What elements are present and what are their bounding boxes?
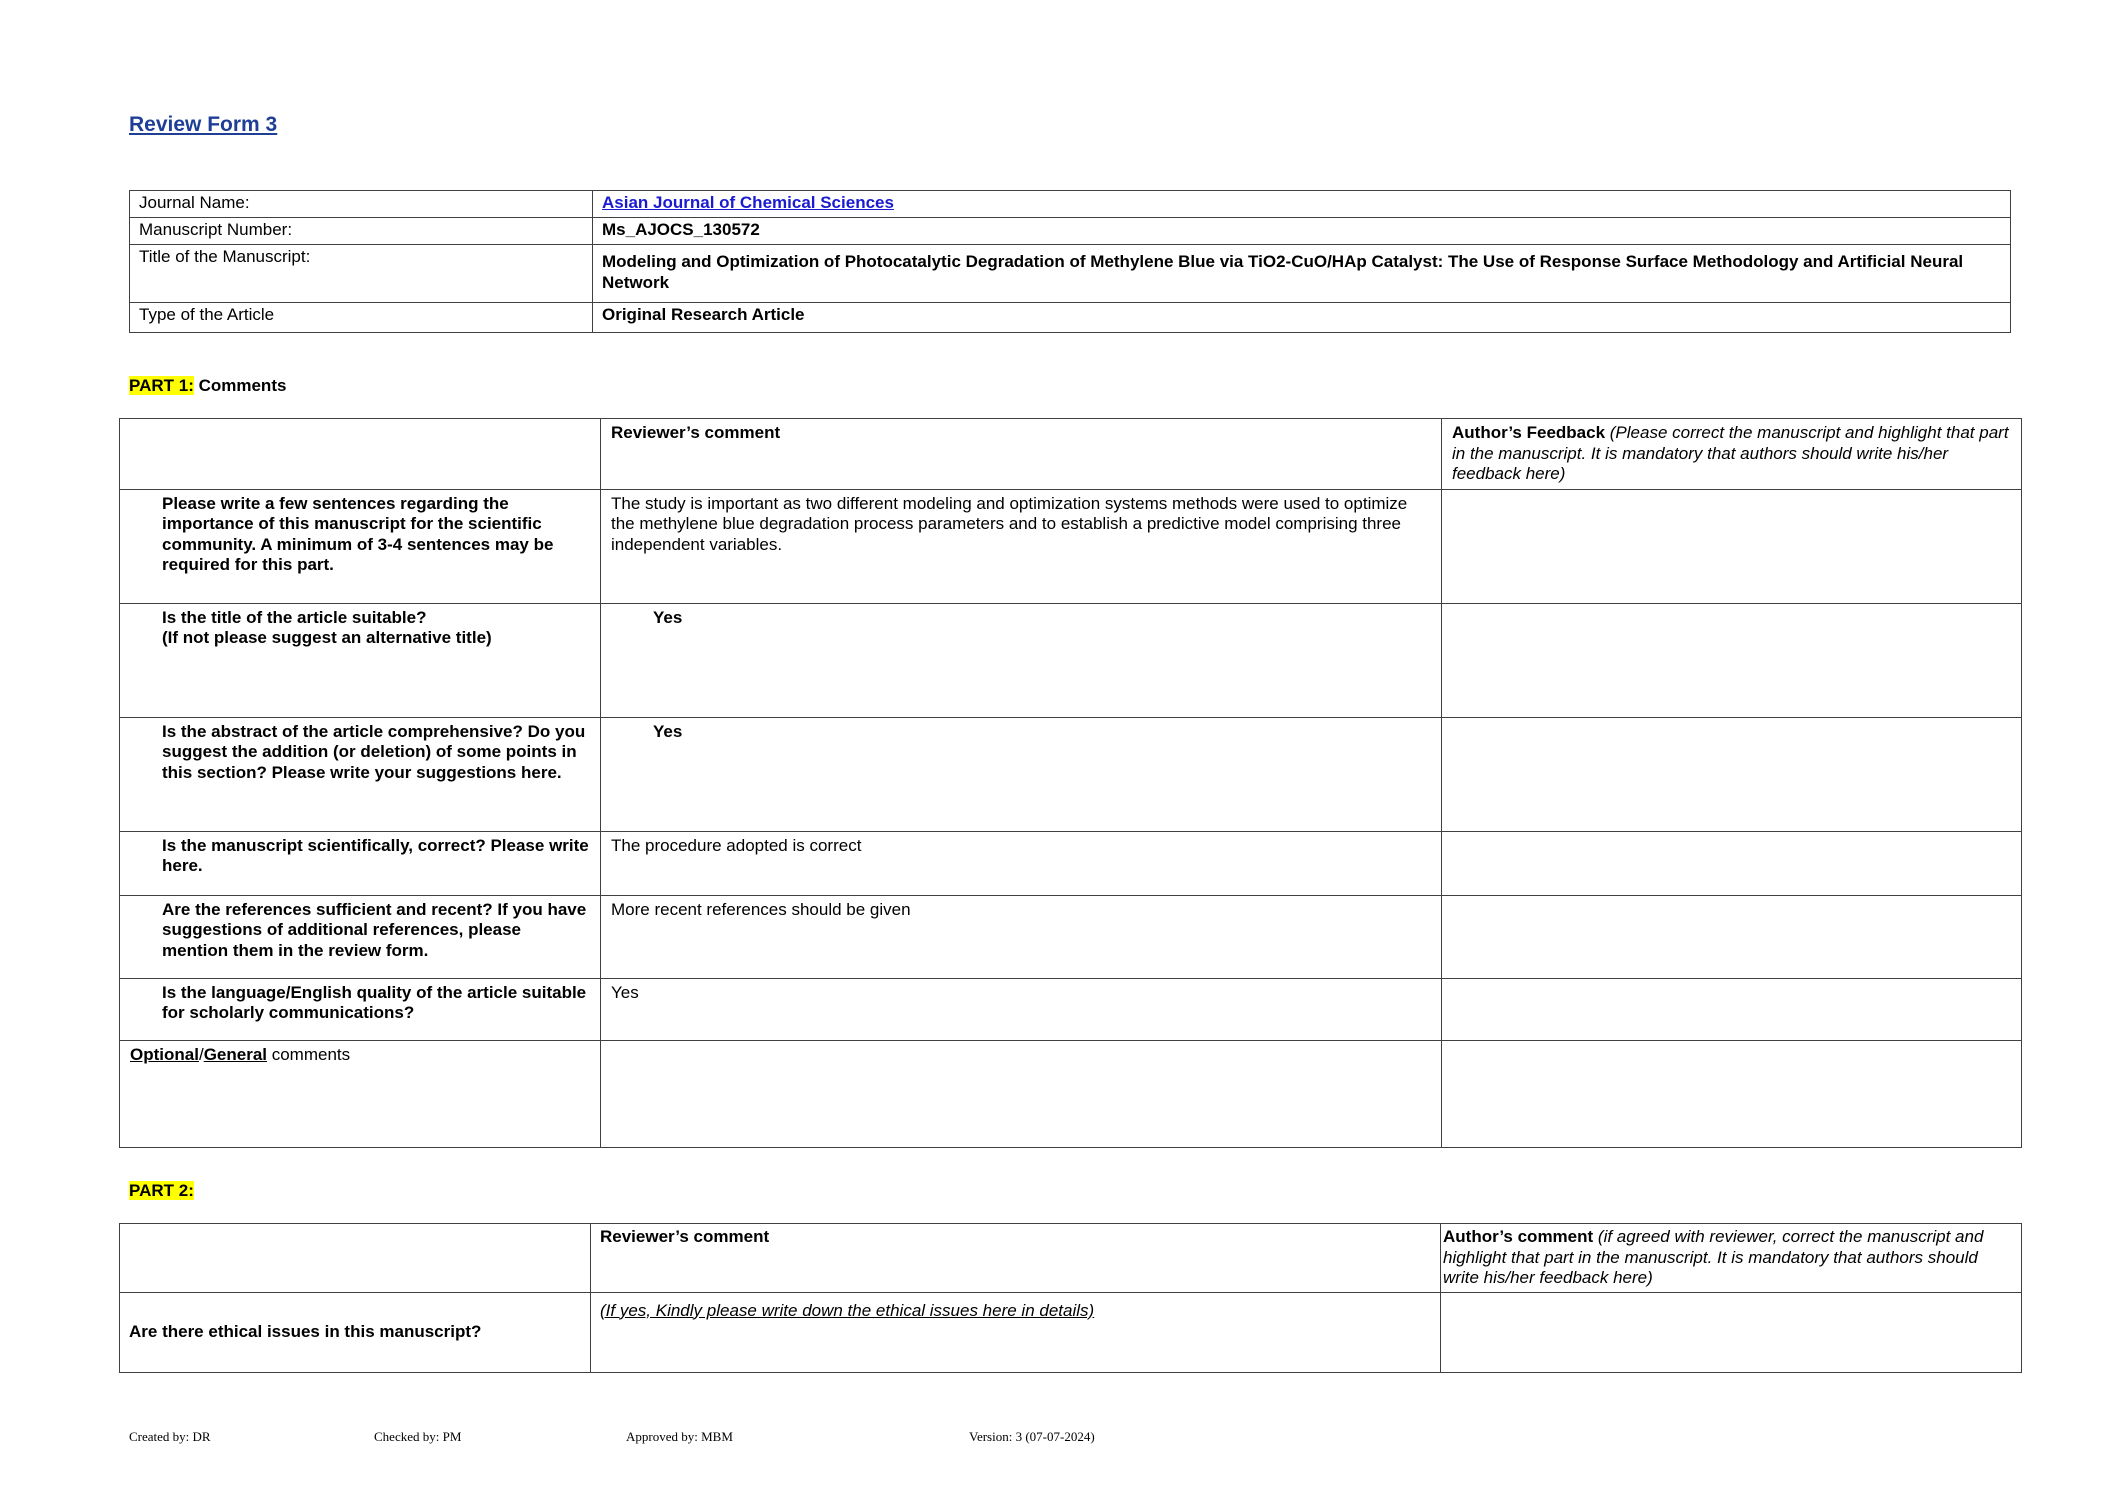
part1-label: PART 1: bbox=[129, 376, 194, 395]
question-ethical: Are there ethical issues in this manuscript? bbox=[120, 1292, 591, 1372]
journal-link[interactable]: Asian Journal of Chemical Sciences bbox=[602, 193, 894, 212]
info-row-manuscript bbox=[130, 218, 2011, 245]
comment-ethical bbox=[591, 1292, 1441, 1372]
part1-header-empty bbox=[120, 419, 601, 490]
author-feedback-cell[interactable] bbox=[1441, 1292, 2022, 1372]
comment-abstract-value: Yes bbox=[653, 721, 683, 741]
author-feedback-cell[interactable] bbox=[1442, 831, 2022, 895]
comment-title bbox=[601, 603, 1442, 717]
optional-slash: / bbox=[198, 1044, 204, 1064]
table-row bbox=[120, 717, 2022, 831]
question-title-line1: Is the title of the article suitable? bbox=[162, 607, 427, 627]
footer-checked: Checked by: PM bbox=[374, 1429, 462, 1444]
part1-author-header-note: (Please correct the manuscript and highlight that part in the manuscript. It is mandatory that authors should write his/her feedback here) bbox=[1452, 423, 2009, 483]
author-feedback-cell[interactable] bbox=[1442, 895, 2022, 978]
question-abstract: Is the abstract of the article comprehensive? Do you suggest the addition (or deletion) of some points in this section? Please write your suggestions here. bbox=[120, 717, 601, 831]
footer-approved: Approved by: MBM bbox=[626, 1429, 733, 1444]
table-row bbox=[120, 895, 2022, 978]
part2-author-header bbox=[1441, 1224, 2022, 1293]
question-title-line2: (If not please suggest an alternative title) bbox=[162, 628, 492, 647]
comment-scientific: The procedure adopted is correct bbox=[601, 831, 1442, 895]
part1-author-header-bold: Author’s Feedback bbox=[1452, 423, 1606, 442]
question-scientific: Is the manuscript scientifically, correct? Please write here. bbox=[120, 831, 601, 895]
question-importance: Please write a few sentences regarding the importance of this manuscript for the scientific community. A minimum of 3-4 sentences may be required for this part. bbox=[120, 489, 601, 603]
table-row bbox=[120, 489, 2022, 603]
info-row-title bbox=[130, 245, 2011, 303]
manuscript-value: Ms_AJOCS_130572 bbox=[593, 218, 2011, 245]
part2-author-header-note: (if agreed with reviewer, correct the manuscript and highlight that part in the manuscript. It is mandatory that authors should write his/her feedback here) bbox=[1443, 1227, 1984, 1287]
author-feedback-cell[interactable] bbox=[1442, 1040, 2022, 1147]
part1-suffix: Comments bbox=[193, 376, 287, 395]
title-value: Modeling and Optimization of Photocatalytic Degradation of Methylene Blue via TiO2-CuO/HAp Catalyst: The Use of Response Surface Methodology and Artificial Neural Network bbox=[593, 245, 2011, 303]
optional-rest: comments bbox=[267, 1044, 351, 1064]
comment-language: Yes bbox=[601, 978, 1442, 1040]
table-row bbox=[120, 1292, 2022, 1372]
part1-reviewer-header: Reviewer’s comment bbox=[601, 419, 1442, 490]
comment-abstract bbox=[601, 717, 1442, 831]
info-row-type bbox=[130, 303, 2011, 333]
part2-header-empty bbox=[120, 1224, 591, 1293]
part2-author-header-bold: Author’s comment bbox=[1443, 1227, 1594, 1246]
optional-bold: Optional bbox=[130, 1044, 199, 1064]
comment-importance: The study is important as two different modeling and optimization systems methods were used to optimize the methylene blue degradation process parameters and to establish a predictive model comprising three independent variables. bbox=[601, 489, 1442, 603]
type-label: Type of the Article bbox=[130, 303, 593, 333]
journal-label: Journal Name: bbox=[130, 191, 593, 218]
question-title bbox=[120, 603, 601, 717]
title-label: Title of the Manuscript: bbox=[130, 245, 593, 303]
part1-table bbox=[119, 418, 2022, 1148]
table-row bbox=[120, 603, 2022, 717]
part2-header-row bbox=[120, 1224, 2022, 1293]
author-feedback-cell[interactable] bbox=[1442, 717, 2022, 831]
part1-author-header bbox=[1442, 419, 2022, 490]
question-language: Is the language/English quality of the article suitable for scholarly communications? bbox=[120, 978, 601, 1040]
table-row bbox=[120, 978, 2022, 1040]
type-value: Original Research Article bbox=[593, 303, 2011, 333]
comment-title-value: Yes bbox=[653, 607, 683, 627]
journal-value bbox=[593, 191, 2011, 218]
manuscript-label: Manuscript Number: bbox=[130, 218, 593, 245]
part1-heading bbox=[129, 376, 286, 396]
manuscript-info-table bbox=[129, 190, 2011, 333]
part1-header-row bbox=[120, 419, 2022, 490]
info-row-journal bbox=[130, 191, 2011, 218]
general-bold: General bbox=[203, 1044, 267, 1064]
author-feedback-cell[interactable] bbox=[1442, 489, 2022, 603]
optional-comment-cell[interactable] bbox=[601, 1040, 1442, 1147]
comment-references: More recent references should be given bbox=[601, 895, 1442, 978]
footer-created: Created by: DR bbox=[129, 1429, 211, 1444]
table-row bbox=[120, 831, 2022, 895]
optional-comments-label bbox=[120, 1040, 601, 1147]
part2-table bbox=[119, 1223, 2022, 1373]
part2-heading bbox=[129, 1181, 194, 1201]
author-feedback-cell[interactable] bbox=[1442, 603, 2022, 717]
part2-label: PART 2: bbox=[129, 1181, 194, 1200]
part2-reviewer-header: Reviewer’s comment bbox=[591, 1224, 1441, 1293]
footer-version: Version: 3 (07-07-2024) bbox=[969, 1429, 1095, 1444]
table-row bbox=[120, 1040, 2022, 1147]
author-feedback-cell[interactable] bbox=[1442, 978, 2022, 1040]
ethical-instruction: (If yes, Kindly please write down the ethical issues here in details) bbox=[600, 1300, 1095, 1320]
form-title: Review Form 3 bbox=[129, 113, 278, 136]
question-references: Are the references sufficient and recent? If you have suggestions of additional references, please mention them in the review form. bbox=[120, 895, 601, 978]
